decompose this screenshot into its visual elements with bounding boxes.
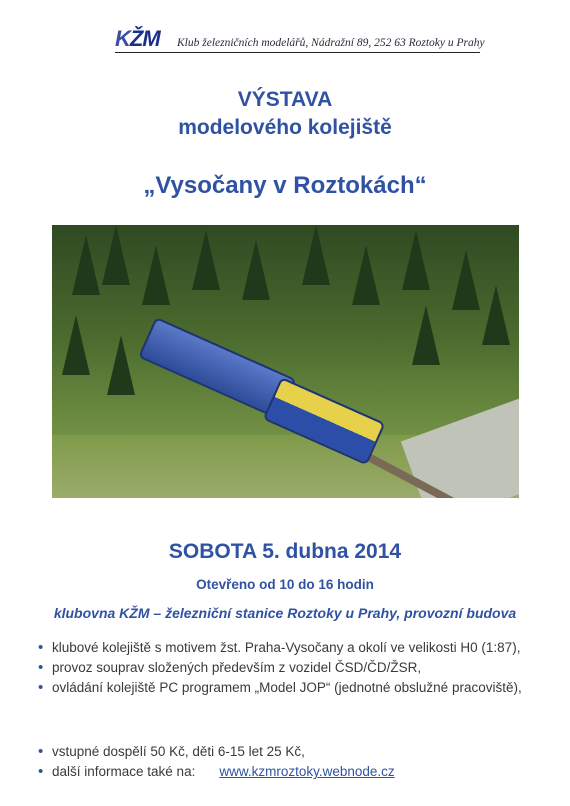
header [115, 26, 485, 53]
tree [192, 230, 220, 290]
title-layout-name: „Vysočany v Roztokách“ [143, 172, 427, 199]
list-item [38, 762, 548, 782]
club-logo [115, 26, 160, 52]
tree [102, 225, 130, 285]
tree [242, 240, 270, 300]
tree [452, 250, 480, 310]
club-address: Klub železničních modelářů, Nádražní 89, 252 63 Roztoky u Prahy [177, 37, 485, 49]
tree [142, 245, 170, 305]
logo-zm: ŽM [129, 26, 160, 51]
tree [482, 285, 510, 345]
tree [107, 335, 135, 395]
list-item: • vstupné dospělí 50 Kč, děti 6-15 let 25 Kč, [38, 742, 548, 762]
tree [412, 305, 440, 365]
event-date: SOBOTA 5. dubna 2014 [168, 540, 402, 563]
tree [352, 245, 380, 305]
list-item: • provoz souprav složených především z vozidel ČSD/ČD/ŽSR, [38, 658, 548, 678]
website-link[interactable]: www.kzmroztoky.webnode.cz [219, 764, 395, 779]
layout-photo [52, 225, 519, 498]
features-list [38, 638, 548, 698]
tree [402, 230, 430, 290]
event-place: klubovna KŽM – železniční stanice Roztoky u Prahy, provozní budova [53, 605, 517, 621]
info-list [38, 742, 548, 782]
list-item: • klubové kolejiště s motivem žst. Praha-Vysočany a okolí ve velikosti H0 (1:87), [38, 638, 548, 658]
tree [62, 315, 90, 375]
opening-hours: Otevřeno od 10 do 16 hodin [196, 577, 374, 592]
tree [302, 225, 330, 285]
title-exhibition: VÝSTAVA [237, 88, 333, 111]
list-item: • ovládání kolejiště PC programem „Model JOP“ (jednotné obslužné pracoviště), [38, 678, 548, 698]
more-info-label: další informace také na: [52, 764, 196, 779]
title-subtitle: modelového kolejiště [178, 116, 392, 139]
tree [72, 235, 100, 295]
logo-k: K [115, 26, 130, 51]
